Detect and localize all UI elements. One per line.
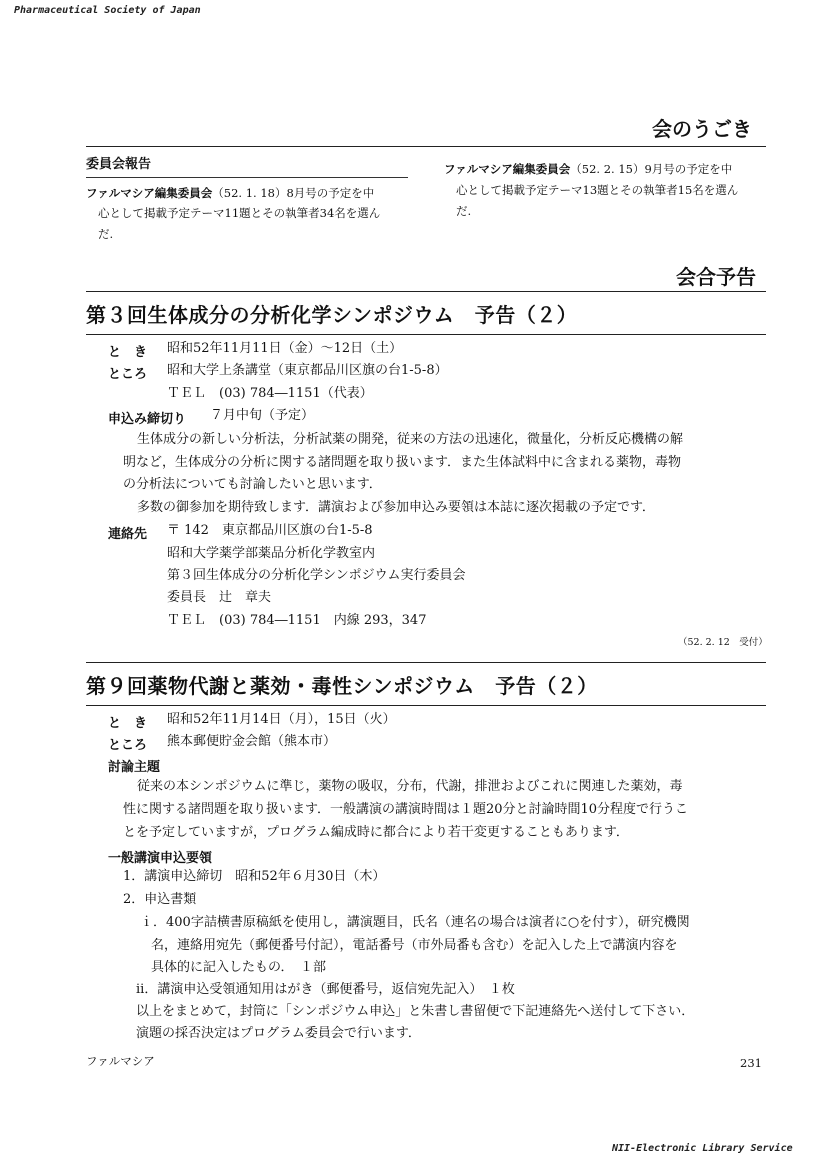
symposium1-contact-line: ＴＥＬ (03) 784―1151 内線 293，347 bbox=[167, 613, 427, 628]
symposium1-title: 第３回生体成分の分析化学シンポジウム 予告（２） bbox=[86, 303, 578, 327]
symposium1-deadline-label: 申込み締切り bbox=[108, 412, 187, 427]
symposium1-contact-line: 委員長 辻 章夫 bbox=[167, 590, 272, 605]
symposium2-closing-line: 以上をまとめて，封筒に「シンポジウム申込」と朱書し書留便で下記連絡先へ送付して下さい． bbox=[136, 1004, 695, 1019]
symposium1-body-line: 生体成分の新しい分析法，分析試薬の開発，従来の方法の迅速化，微量化，分析反応機構の解 bbox=[137, 432, 684, 447]
symposium1-body-line: 多数の御参加を期待致します．講演および参加申込み要領は本誌に逐次掲載の予定です． bbox=[137, 500, 655, 515]
symposium2-sub-ii: ii．講演申込受領通知用はがき（郵便番号，返信宛先記入） １枚 bbox=[136, 982, 515, 997]
service-footer: NII-Electronic Library Service bbox=[612, 1143, 793, 1154]
symposium1-contact-line: 〒 142 東京都品川区旗の台1-5-8 bbox=[167, 523, 373, 538]
symposium2-closing-line: 演題の採否決定はプログラム委員会で行います． bbox=[136, 1026, 421, 1041]
symposium1-date: 昭和52年11月11日（金）～12日（土） bbox=[167, 341, 403, 356]
report1-line3: だ. bbox=[98, 227, 114, 241]
symposium2-sub-i-line: ｉ．400字詰横書原稿紙を使用し，講演題目，氏名（連名の場合は演者に○を付す），研究機関 bbox=[140, 915, 690, 930]
section-heading-kaigo-yokoku: 会合予告 bbox=[676, 265, 756, 289]
report2-line3: だ. bbox=[456, 204, 472, 218]
symposium2-venue: 熊本郵便貯金会館（熊本市） bbox=[167, 734, 337, 749]
report1-org: ファルマシア編集委員会 bbox=[86, 186, 213, 200]
symposium1-date-label: と き bbox=[108, 345, 148, 360]
section-heading-kaino-ugoki: 会のうごき bbox=[652, 117, 752, 141]
symposium1-tel: ＴＥＬ (03) 784―1151（代表） bbox=[167, 386, 373, 401]
symposium2-guide-label: 一般講演申込要領 bbox=[108, 851, 213, 866]
symposium2-sub-i-line: 具体的に記入したもの． １部 bbox=[151, 960, 326, 975]
report1 bbox=[86, 184, 374, 203]
symposium1-contact-line: 第３回生体成分の分析化学シンポジウム実行委員会 bbox=[167, 568, 466, 583]
report2 bbox=[444, 160, 732, 179]
symposium2-title: 第９回薬物代謝と薬効・毒性シンポジウム 予告（２） bbox=[86, 674, 598, 698]
report1-line1: （52. 1. 18）8月号の予定を中 bbox=[212, 186, 375, 200]
report2-line2: 心として掲載予定テーマ13題とその執筆者15名を選ん bbox=[456, 183, 739, 197]
journal-name: ファルマシア bbox=[86, 1054, 155, 1068]
divider bbox=[86, 177, 408, 178]
symposium1-deadline: ７月中旬（予定） bbox=[210, 408, 315, 423]
symposium1-contact-label: 連絡先 bbox=[108, 527, 148, 542]
symposium2-theme-line: 従来の本シンポジウムに準じ，薬物の吸収，分布，代謝，排泄およびこれに関連した薬効，毒 bbox=[137, 779, 683, 794]
symposium2-item2: 2．申込書類 bbox=[123, 892, 197, 907]
symposium2-theme-label: 討論主題 bbox=[108, 760, 161, 775]
symposium2-date: 昭和52年11月14日（月），15日（火） bbox=[167, 712, 396, 727]
symposium2-item1: 1．講演申込締切 昭和52年６月30日（木） bbox=[123, 869, 386, 884]
symposium2-theme-line: とを予定していますが，プログラム編成時に都合により若干変更することもあります． bbox=[123, 825, 629, 840]
report1-line2: 心として掲載予定テーマ11題とその執筆者34名を選ん bbox=[98, 206, 381, 220]
symposium2-theme-line: 性に関する諸問題を取り扱います．一般講演の講演時間は１題20分と討論時間10分程度で行うこ bbox=[123, 802, 689, 817]
symposium2-date-label: と き bbox=[108, 716, 148, 731]
divider bbox=[86, 146, 766, 147]
symposium2-venue-label: ところ bbox=[108, 738, 148, 753]
report2-org: ファルマシア編集委員会 bbox=[444, 162, 571, 176]
page-number: 231 bbox=[740, 1056, 762, 1070]
publisher-header: Pharmaceutical Society of Japan bbox=[14, 5, 201, 16]
symposium2-sub-i-line: 名，連絡用宛先（郵便番号付記），電話番号（市外局番も含む）を記入した上で講演内容を bbox=[151, 938, 678, 953]
symposium1-received: （52. 2. 12 受付） bbox=[678, 637, 768, 648]
divider bbox=[86, 334, 766, 335]
committee-report-heading: 委員会報告 bbox=[86, 157, 152, 172]
divider bbox=[86, 291, 766, 292]
symposium1-venue-label: ところ bbox=[108, 367, 148, 382]
symposium1-venue: 昭和大学上条講堂（東京都品川区旗の台1-5-8） bbox=[167, 363, 448, 378]
report2-line1: （52. 2. 15）9月号の予定を中 bbox=[570, 162, 733, 176]
symposium1-contact-line: 昭和大学薬学部薬品分析化学教室内 bbox=[167, 546, 376, 561]
symposium1-body-line: の分析法についても討論したいと思います． bbox=[123, 477, 382, 492]
symposium1-body-line: 明など，生体成分の分析に関する諸問題を取り扱います．また生体試料中に含まれる薬物，毒物 bbox=[123, 455, 681, 470]
divider bbox=[86, 662, 766, 663]
divider bbox=[86, 705, 766, 706]
